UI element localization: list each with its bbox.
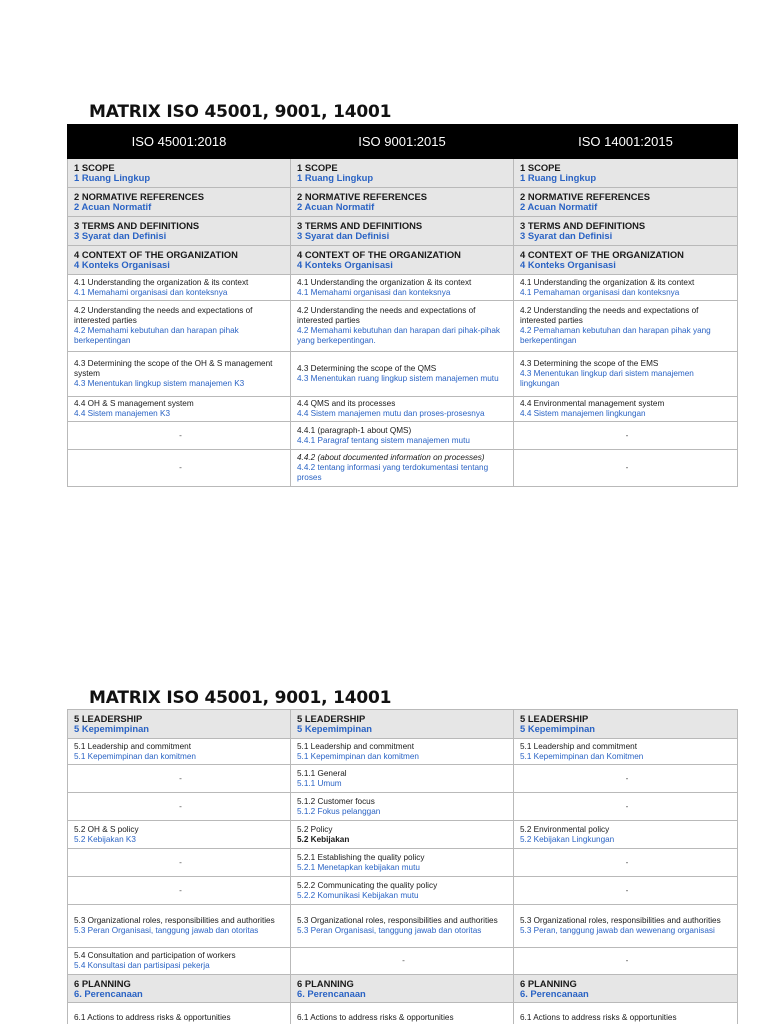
section-row <box>68 159 738 188</box>
clause-indonesian: 1 Ruang Lingkup <box>74 172 151 183</box>
page2-matrix-table <box>67 709 738 1024</box>
clause-indonesian: 4.4.1 Paragraf tentang sistem manajemen mutu <box>297 435 470 445</box>
clause-indonesian: 5.4 Konsultasi dan partisipasi pekerja <box>74 961 210 970</box>
cell-iso45001 <box>68 905 291 948</box>
clause-indonesian: 4.2 Pemahaman kebutuhan dan harapan pihak yang berkepentingan <box>520 326 711 345</box>
section-row <box>68 188 738 217</box>
cell-iso45001 <box>68 450 291 487</box>
clause-indonesian: 5 Kepemimpinan <box>520 723 596 734</box>
empty-cell-dash: - <box>625 857 629 867</box>
clause-indonesian: 3 Syarat dan Definisi <box>297 230 390 241</box>
clause-indonesian: 4.3 Menentukan ruang lingkup sistem manajemen mutu <box>297 374 499 383</box>
page1-table-body <box>68 159 738 487</box>
cell-iso9001 <box>291 422 514 450</box>
clause-indonesian: 2 Acuan Normatif <box>520 201 598 212</box>
clause-english: 4 CONTEXT OF THE ORGANIZATION <box>520 249 684 260</box>
clause-english: 5.2.1 Establishing the quality policy <box>297 852 425 862</box>
cell-iso45001 <box>68 710 291 739</box>
clause-english: 5.3 Organizational roles, responsibilities and authorities <box>520 916 721 925</box>
cell-iso14001 <box>514 397 738 422</box>
clause-row <box>68 765 738 793</box>
cell-iso14001 <box>514 159 738 188</box>
clause-row <box>68 849 738 877</box>
clause-indonesian: 5.2 Kebijakan K3 <box>74 834 136 844</box>
cell-iso14001 <box>514 1003 738 1024</box>
clause-indonesian: 5.3 Peran Organisasi, tanggung jawab dan otoritas <box>74 926 259 935</box>
cell-iso45001 <box>68 397 291 422</box>
clause-indonesian: 5.2.2 Komunikasi Kebijakan mutu <box>297 890 419 900</box>
clause-indonesian: 6. Perencanaan <box>74 987 143 999</box>
clause-indonesian: 2 Acuan Normatif <box>74 201 152 212</box>
clause-indonesian: 5.2.1 Menetapkan kebijakan mutu <box>297 862 420 872</box>
clause-english: 1 SCOPE <box>74 162 115 173</box>
clause-english: 5.4 Consultation and participation of workers <box>74 951 236 960</box>
empty-cell-dash: - <box>179 773 182 783</box>
clause-english: 2 NORMATIVE REFERENCES <box>297 191 428 202</box>
clause-indonesian: 6. Perencanaan <box>297 987 366 999</box>
cell-iso45001 <box>68 217 291 246</box>
clause-english: 6.1 Actions to address risks & opportunities <box>74 1012 231 1022</box>
empty-cell-dash: - <box>625 801 629 811</box>
clause-row <box>68 422 738 450</box>
clause-indonesian: 4.3 Menentukan lingkup dari sistem manajemen lingkungan <box>520 369 694 388</box>
clause-english: 4 CONTEXT OF THE ORGANIZATION <box>297 249 461 260</box>
page1-matrix-table <box>67 124 738 487</box>
cell-iso9001 <box>291 1003 514 1024</box>
clause-english: 2 NORMATIVE REFERENCES <box>74 191 205 202</box>
clause-indonesian: 4 Konteks Organisasi <box>74 259 170 270</box>
clause-english: 4.4 OH & S management system <box>74 399 194 408</box>
clause-english: 5 LEADERSHIP <box>297 713 366 724</box>
clause-english: 5.2 OH & S policy <box>74 824 139 834</box>
clause-indonesian: 4.4.2 tentang informasi yang terdokumentasi tentang proses <box>297 463 489 482</box>
cell-iso14001 <box>514 217 738 246</box>
clause-indonesian: 4.4 Sistem manajemen mutu dan proses-prosesnya <box>297 409 485 418</box>
clause-english: 5 LEADERSHIP <box>74 713 143 724</box>
cell-iso9001 <box>291 975 514 1003</box>
clause-indonesian: 5.1.1 Umum <box>297 778 342 788</box>
cell-iso14001 <box>514 352 738 397</box>
clause-english: 5.1 Leadership and commitment <box>520 741 637 751</box>
cell-iso14001 <box>514 422 738 450</box>
cell-iso14001 <box>514 188 738 217</box>
clause-indonesian: 1 Ruang Lingkup <box>520 172 597 183</box>
clause-row <box>68 905 738 948</box>
clause-english: 4.4 Environmental management system <box>520 399 665 408</box>
clause-english: 4.2 Understanding the needs and expectations of interested parties <box>74 306 253 325</box>
header-iso9001: ISO 9001:2015 <box>291 125 514 159</box>
cell-iso14001 <box>514 905 738 948</box>
clause-indonesian: 5.3 Peran Organisasi, tanggung jawab dan otoritas <box>297 926 482 935</box>
clause-english: 3 TERMS AND DEFINITIONS <box>520 220 646 231</box>
cell-iso14001 <box>514 450 738 487</box>
clause-english: 4.4 QMS and its processes <box>297 399 396 408</box>
clause-indonesian: 3 Syarat dan Definisi <box>520 230 613 241</box>
clause-english: 6.1 Actions to address risks & opportunities <box>520 1012 677 1022</box>
clause-indonesian: 6. Perencanaan <box>520 987 589 999</box>
cell-iso45001 <box>68 352 291 397</box>
cell-iso45001 <box>68 422 291 450</box>
section-row <box>68 246 738 275</box>
cell-iso9001 <box>291 397 514 422</box>
clause-indonesian: 4.4 Sistem manajemen K3 <box>74 409 171 418</box>
empty-cell-dash: - <box>179 430 182 440</box>
cell-iso9001 <box>291 450 514 487</box>
clause-english: 4.1 Understanding the organization & its context <box>520 277 695 287</box>
page2-table-body <box>68 710 738 1024</box>
clause-indonesian: 5 Kepemimpinan <box>74 723 150 734</box>
cell-iso9001 <box>291 793 514 821</box>
clause-indonesian: 5.3 Peran, tanggung jawab dan wewenang organisasi <box>520 926 715 935</box>
cell-iso14001 <box>514 948 738 975</box>
empty-cell-dash: - <box>625 430 629 440</box>
clause-english: 5.2 Environmental policy <box>520 824 610 834</box>
cell-iso9001 <box>291 821 514 849</box>
page2-title: MATRIX ISO 45001, 9001, 14001 <box>89 688 392 708</box>
clause-row <box>68 397 738 422</box>
clause-english: 4.3 Determining the scope of the EMS <box>520 359 659 368</box>
cell-iso45001 <box>68 765 291 793</box>
cell-iso45001 <box>68 159 291 188</box>
cell-iso9001 <box>291 948 514 975</box>
cell-iso45001 <box>68 975 291 1003</box>
cell-iso14001 <box>514 301 738 352</box>
clause-indonesian: 4.4 Sistem manajemen lingkungan <box>520 409 646 418</box>
clause-indonesian: 5.1.2 Fokus pelanggan <box>297 806 381 816</box>
clause-english: 5.3 Organizational roles, responsibilities and authorities <box>297 916 498 925</box>
clause-indonesian: 5.1 Kepemimpinan dan Komitmen <box>520 751 644 761</box>
empty-cell-dash: - <box>179 857 182 867</box>
cell-iso9001 <box>291 159 514 188</box>
clause-english: 4.1 Understanding the organization & its context <box>74 277 249 287</box>
cell-iso14001 <box>514 975 738 1003</box>
section-row <box>68 710 738 739</box>
section-row <box>68 975 738 1003</box>
cell-iso45001 <box>68 246 291 275</box>
clause-english: 4.3 Determining the scope of the QMS <box>297 364 437 373</box>
clause-english: 6 PLANNING <box>74 977 131 989</box>
clause-english: 5.3 Organizational roles, responsibilities and authorities <box>74 916 275 925</box>
cell-iso14001 <box>514 739 738 765</box>
clause-row <box>68 739 738 765</box>
clause-english: 3 TERMS AND DEFINITIONS <box>297 220 423 231</box>
clause-english: 5.1 Leadership and commitment <box>297 741 414 751</box>
clause-english: 4.4.1 (paragraph-1 about QMS) <box>297 425 412 435</box>
clause-english: 6 PLANNING <box>520 977 577 989</box>
cell-iso45001 <box>68 301 291 352</box>
clause-english: 1 SCOPE <box>520 162 561 173</box>
clause-english: 4.4.2 (about documented information on processes) <box>297 453 485 462</box>
cell-iso9001 <box>291 765 514 793</box>
cell-iso9001 <box>291 849 514 877</box>
clause-row <box>68 450 738 487</box>
clause-english: 4.3 Determining the scope of the OH & S management system <box>74 359 273 378</box>
clause-english: 5.1.1 General <box>297 768 347 778</box>
cell-iso9001 <box>291 877 514 905</box>
cell-iso14001 <box>514 765 738 793</box>
clause-indonesian: 5.1 Kepemimpinan dan komitmen <box>74 751 196 761</box>
clause-english: 3 TERMS AND DEFINITIONS <box>74 220 200 231</box>
clause-indonesian: 2 Acuan Normatif <box>297 201 375 212</box>
empty-cell-dash: - <box>179 885 182 895</box>
section-row <box>68 217 738 246</box>
cell-iso14001 <box>514 246 738 275</box>
header-iso45001: ISO 45001:2018 <box>68 125 291 159</box>
clause-english: 1 SCOPE <box>297 162 338 173</box>
clause-indonesian: 5.1 Kepemimpinan dan komitmen <box>297 751 419 761</box>
clause-indonesian: 4.2 Memahami kebutuhan dan harapan pihak berkepentingan <box>74 326 239 345</box>
cell-iso14001 <box>514 710 738 739</box>
clause-indonesian: 3 Syarat dan Definisi <box>74 230 167 241</box>
clause-english: 4.2 Understanding the needs and expectations of interested parties <box>297 306 476 325</box>
cell-iso14001 <box>514 793 738 821</box>
clause-indonesian: 4.3 Menentukan lingkup sistem manajemen K3 <box>74 379 245 388</box>
clause-english: 4.2 Understanding the needs and expectations of interested parties <box>520 306 699 325</box>
cell-iso14001 <box>514 877 738 905</box>
clause-english: 2 NORMATIVE REFERENCES <box>520 191 651 202</box>
clause-indonesian: 4 Konteks Organisasi <box>520 259 616 270</box>
cell-iso45001 <box>68 188 291 217</box>
cell-iso9001 <box>291 739 514 765</box>
cell-iso9001 <box>291 352 514 397</box>
clause-english: 4.1 Understanding the organization & its context <box>297 277 472 287</box>
empty-cell-dash: - <box>625 463 629 472</box>
cell-iso9001 <box>291 246 514 275</box>
clause-row <box>68 275 738 301</box>
empty-cell-dash: - <box>625 956 629 965</box>
clause-indonesian: 5.2 Kebijakan <box>297 834 350 844</box>
cell-iso9001 <box>291 301 514 352</box>
clause-english: 6 PLANNING <box>297 977 354 989</box>
clause-indonesian: 5 Kepemimpinan <box>297 723 373 734</box>
cell-iso9001 <box>291 710 514 739</box>
empty-cell-dash: - <box>625 773 629 783</box>
clause-indonesian: 4.1 Memahami organisasi dan konteksnya <box>297 287 451 297</box>
cell-iso9001 <box>291 217 514 246</box>
clause-indonesian: 4 Konteks Organisasi <box>297 259 393 270</box>
page1-header-row <box>68 125 738 159</box>
page1-title: MATRIX ISO 45001, 9001, 14001 <box>89 102 392 122</box>
cell-iso9001 <box>291 905 514 948</box>
clause-row <box>68 301 738 352</box>
cell-iso14001 <box>514 849 738 877</box>
clause-indonesian: 5.2 Kebijakan Lingkungan <box>520 834 615 844</box>
cell-iso9001 <box>291 188 514 217</box>
empty-cell-dash: - <box>179 463 182 472</box>
clause-english: 5.1 Leadership and commitment <box>74 741 191 751</box>
cell-iso45001 <box>68 877 291 905</box>
clause-english: 4 CONTEXT OF THE ORGANIZATION <box>74 249 238 260</box>
clause-english: 6.1 Actions to address risks & opportunities <box>297 1012 454 1022</box>
cell-iso45001 <box>68 821 291 849</box>
clause-row <box>68 821 738 849</box>
clause-row <box>68 877 738 905</box>
empty-cell-dash: - <box>402 956 405 965</box>
clause-english: 5 LEADERSHIP <box>520 713 589 724</box>
clause-english: 5.1.2 Customer focus <box>297 796 375 806</box>
header-iso14001: ISO 14001:2015 <box>514 125 738 159</box>
cell-iso45001 <box>68 739 291 765</box>
cell-iso45001 <box>68 849 291 877</box>
cell-iso14001 <box>514 821 738 849</box>
clause-indonesian: 4.1 Memahami organisasi dan konteksnya <box>74 287 228 297</box>
clause-indonesian: 4.1 Pemahaman organisasi dan konteksnya <box>520 287 680 297</box>
empty-cell-dash: - <box>625 885 629 895</box>
clause-english: 5.2.2 Communicating the quality policy <box>297 880 438 890</box>
cell-iso9001 <box>291 275 514 301</box>
cell-iso45001 <box>68 948 291 975</box>
clause-indonesian: 4.2 Memahami kebutuhan dan harapan dari pihak-pihak yang berkepentingan. <box>297 326 501 345</box>
cell-iso45001 <box>68 1003 291 1024</box>
cell-iso45001 <box>68 793 291 821</box>
clause-row <box>68 793 738 821</box>
empty-cell-dash: - <box>179 801 182 811</box>
clause-row <box>68 352 738 397</box>
cell-iso14001 <box>514 275 738 301</box>
clause-row <box>68 1003 738 1024</box>
cell-iso45001 <box>68 275 291 301</box>
clause-indonesian: 1 Ruang Lingkup <box>297 172 374 183</box>
clause-english: 5.2 Policy <box>297 824 333 834</box>
clause-row <box>68 948 738 975</box>
